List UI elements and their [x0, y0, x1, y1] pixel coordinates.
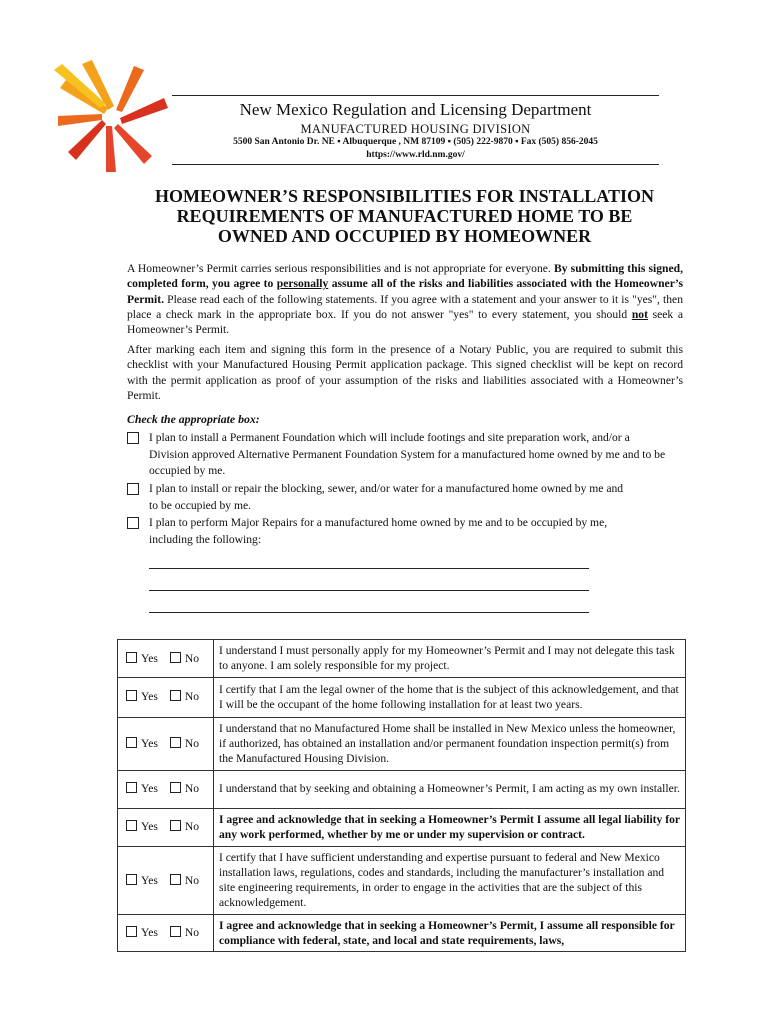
- statement-text: I certify that I have sufficient understanding and expertise pursuant to federal and New Mexico installation laws, regulations, codes and standards, including the manufacturer’s installation and site engineering requirements, in order to engage in the activities that are the subject of this acknowledgement.: [214, 846, 686, 914]
- yes-label: Yes: [141, 651, 158, 665]
- intro-text-not: not: [631, 307, 648, 321]
- table-row: [118, 770, 686, 808]
- yes-no-cell: [118, 770, 214, 808]
- agency-address: 5500 San Antonio Dr. NE ▪ Albuquerque , NM 87109 ▪ (505) 222-9870 ▪ Fax (505) 856-2045: [233, 137, 598, 147]
- yes-option[interactable]: [126, 736, 158, 751]
- yes-checkbox[interactable]: [126, 926, 137, 937]
- repairs-blank-line-1[interactable]: [149, 567, 589, 569]
- yes-option[interactable]: [126, 689, 158, 704]
- statement-text: I agree and acknowledge that in seeking a Homeowner’s Permit I assume all legal liability for any work performed, whether by me or under my supervision or contract.: [214, 808, 686, 846]
- yes-label: Yes: [141, 736, 158, 750]
- yes-no-cell: [118, 914, 214, 952]
- instructions-paragraph: After marking each item and signing this form in the presence of a Notary Public, you are required to submit this checklist with your Manufactured Housing Permit application package. This signed checklist will be kept on record with the permit application as proof of your assumption of the risks and liabilities associated with a Homeowner’s Permit.: [127, 343, 683, 402]
- title-line-3: OWNED AND OCCUPIED BY HOMEOWNER: [217, 226, 592, 246]
- option-line-1: I plan to install a Permanent Foundation which will include footings and site preparation work, and/or a: [149, 431, 630, 444]
- no-option[interactable]: [170, 651, 199, 666]
- letterhead-top-rule: [172, 95, 659, 96]
- intro-text-e: Please read each of the following statements. If you agree with a statement and your answer to it is "yes", then place a check mark in the appropriate box. If you do not answer "yes" to every statement, you should: [127, 292, 683, 321]
- option-line-1: I plan to perform Major Repairs for a manufactured home owned by me and to be occupied by me,: [149, 516, 608, 529]
- no-option[interactable]: [170, 736, 199, 751]
- repairs-blank-line-3[interactable]: [149, 611, 589, 613]
- yes-label: Yes: [141, 782, 158, 796]
- no-label: No: [184, 651, 200, 665]
- statement-text: I understand that by seeking and obtaining a Homeowner’s Permit, I am acting as my own installer.: [214, 770, 686, 808]
- statement-text: I certify that I am the legal owner of the home that is the subject of this acknowledgement, and that I will be the occupant of the home following installation for at least two years.: [214, 677, 686, 717]
- title-line-2: REQUIREMENTS OF MANUFACTURED HOME TO BE: [176, 206, 633, 226]
- option-blocking-sewer-water: [127, 481, 672, 514]
- no-label: No: [184, 873, 200, 887]
- statement-text: I understand I must personally apply for my Homeowner’s Permit and I may not delegate this task to anyone. I am solely responsible for my project.: [214, 640, 686, 678]
- yes-checkbox[interactable]: [126, 820, 137, 831]
- intro-paragraph: [127, 261, 683, 337]
- no-option[interactable]: [170, 689, 199, 704]
- no-checkbox[interactable]: [170, 926, 181, 937]
- yes-checkbox[interactable]: [126, 652, 137, 663]
- yes-no-cell: [118, 640, 214, 678]
- yes-checkbox[interactable]: [126, 690, 137, 701]
- acknowledgement-table: [117, 639, 686, 952]
- division-name: MANUFACTURED HOUSING DIVISION: [300, 122, 531, 136]
- statement-text: I understand that no Manufactured Home shall be installed in New Mexico unless the homeowner, if authorized, has obtained an installation and/or permanent foundation inspection permit(s) from the Manufactured Housing Division.: [214, 717, 686, 770]
- yes-label: Yes: [141, 820, 158, 834]
- no-label: No: [184, 690, 200, 704]
- table-row: [118, 846, 686, 914]
- no-option[interactable]: [170, 819, 199, 834]
- yes-label: Yes: [141, 690, 158, 704]
- no-option[interactable]: [170, 873, 199, 888]
- option-checkbox[interactable]: [127, 483, 139, 495]
- option-rest: to be occupied by me.: [149, 498, 252, 512]
- table-row: [118, 808, 686, 846]
- intro-text-d: assume all of the risks and liabilities associated with the Homeowner’s Permit.: [127, 277, 683, 306]
- yes-option[interactable]: [126, 873, 158, 888]
- intro-text-personally: personally: [276, 277, 329, 291]
- no-checkbox[interactable]: [170, 820, 181, 831]
- yes-no-cell: [118, 717, 214, 770]
- no-label: No: [184, 926, 200, 940]
- option-major-repairs: [127, 515, 672, 548]
- option-permanent-foundation: [127, 430, 672, 480]
- letterhead-bottom-rule: [172, 164, 659, 165]
- yes-option[interactable]: [126, 925, 158, 940]
- yes-no-cell: [118, 677, 214, 717]
- yes-label: Yes: [141, 926, 158, 940]
- agency-url: https://www.rld.nm.gov/: [366, 150, 465, 160]
- no-label: No: [184, 736, 200, 750]
- no-checkbox[interactable]: [170, 782, 181, 793]
- no-checkbox[interactable]: [170, 874, 181, 885]
- title-line-1: HOMEOWNER’S RESPONSIBILITIES FOR INSTALLATION: [155, 186, 654, 206]
- rld-logo: [52, 54, 172, 174]
- table-row: [118, 640, 686, 678]
- yes-option[interactable]: [126, 651, 158, 666]
- no-option[interactable]: [170, 781, 199, 796]
- yes-checkbox[interactable]: [126, 874, 137, 885]
- no-option[interactable]: [170, 925, 199, 940]
- no-label: No: [184, 782, 200, 796]
- table-row: [118, 717, 686, 770]
- intro-text-b: By submitting this signed, completed form, you agree to: [127, 262, 683, 291]
- yes-label: Yes: [141, 873, 158, 887]
- yes-option[interactable]: [126, 819, 158, 834]
- option-checkbox[interactable]: [127, 432, 139, 444]
- repairs-blank-line-2[interactable]: [149, 589, 589, 591]
- agency-name: New Mexico Regulation and Licensing Department: [239, 100, 592, 119]
- table-row: [118, 677, 686, 717]
- no-checkbox[interactable]: [170, 690, 181, 701]
- option-rest: including the following:: [149, 532, 262, 546]
- yes-checkbox[interactable]: [126, 782, 137, 793]
- statement-text: I agree and acknowledge that in seeking a Homeowner’s Permit, I assume all responsible for compliance with federal, state, and local and state requirements, laws,: [214, 914, 686, 952]
- intro-text-g: seek a Homeowner’s Permit.: [127, 307, 683, 337]
- form-title: [127, 186, 682, 246]
- yes-option[interactable]: [126, 781, 158, 796]
- no-checkbox[interactable]: [170, 737, 181, 748]
- no-label: No: [184, 820, 200, 834]
- option-rest: Division approved Alternative Permanent Foundation System for a manufactured home owned by me and to be occupied by me.: [149, 447, 666, 477]
- yes-checkbox[interactable]: [126, 737, 137, 748]
- intro-text-a: A Homeowner’s Permit carries serious responsibilities and is not appropriate for everyone.: [127, 262, 554, 275]
- table-row: [118, 914, 686, 952]
- yes-no-cell: [118, 808, 214, 846]
- option-line-1: I plan to install or repair the blocking, sewer, and/or water for a manufactured home owned by me and: [149, 482, 624, 495]
- option-checkbox[interactable]: [127, 517, 139, 529]
- check-heading: Check the appropriate box:: [127, 412, 260, 426]
- yes-no-cell: [118, 846, 214, 914]
- no-checkbox[interactable]: [170, 652, 181, 663]
